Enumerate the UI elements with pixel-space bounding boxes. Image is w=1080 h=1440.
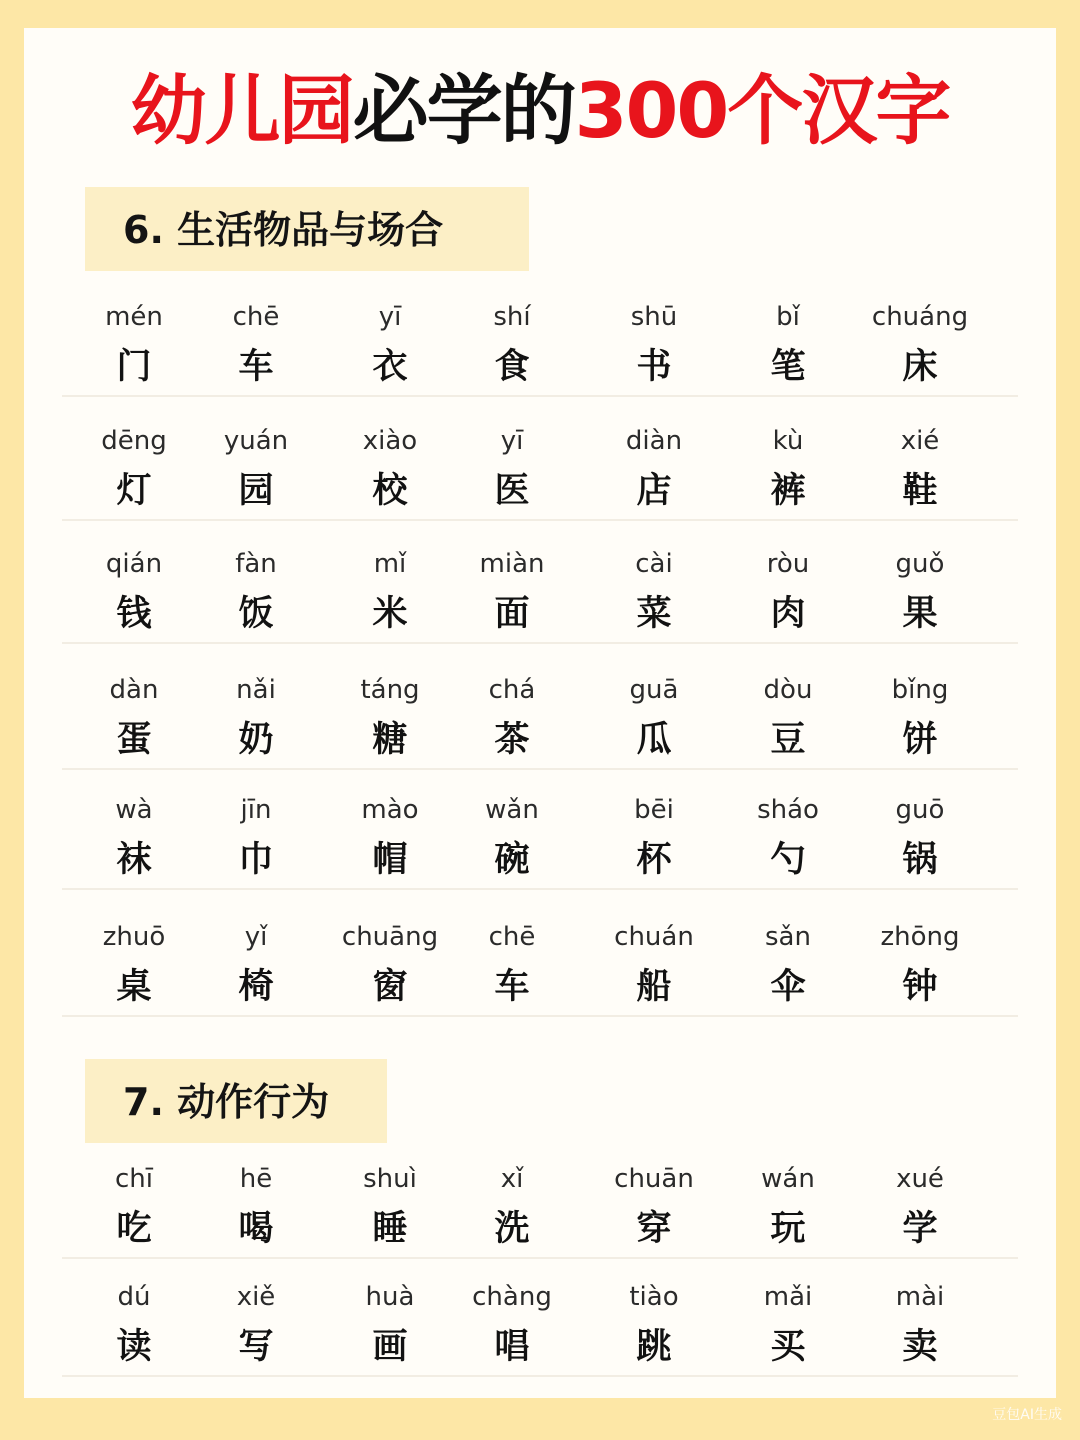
hanzi-char: 饭 — [238, 594, 274, 634]
pinyin-label: yuán — [223, 426, 289, 456]
pinyin-label: shū — [630, 302, 678, 332]
page-title — [24, 66, 1056, 156]
pinyin-label: xǐ — [500, 1164, 524, 1194]
pinyin-label: zhuō — [102, 922, 166, 952]
pinyin-label: chuán — [614, 922, 694, 952]
pinyin-label: shuì — [363, 1164, 417, 1194]
pinyin-label: yǐ — [244, 922, 268, 952]
title-part-3: 300个汉字 — [574, 66, 950, 155]
pinyin-label: bēi — [634, 795, 674, 825]
hanzi-char: 洗 — [494, 1209, 530, 1249]
title-part-2: 必学的 — [352, 66, 575, 155]
pinyin-label: wǎn — [485, 795, 539, 825]
hanzi-char: 门 — [116, 347, 152, 387]
hanzi-char: 帽 — [372, 840, 408, 880]
pinyin-label: shí — [493, 302, 531, 332]
hanzi-char: 车 — [238, 347, 274, 387]
pinyin-label: ròu — [766, 549, 810, 579]
hanzi-char: 吃 — [116, 1209, 152, 1249]
title-part-1: 幼儿园 — [130, 66, 353, 155]
pinyin-label: xué — [896, 1164, 944, 1194]
hanzi-char: 穿 — [636, 1209, 672, 1249]
hanzi-char: 唱 — [494, 1327, 530, 1367]
hanzi-char: 茶 — [494, 720, 530, 760]
hanzi-char: 读 — [116, 1327, 152, 1367]
pinyin-label: yī — [378, 302, 402, 332]
content-card — [24, 28, 1056, 1398]
hanzi-char: 袜 — [116, 840, 152, 880]
pinyin-label: xiào — [362, 426, 418, 456]
hanzi-char: 车 — [494, 967, 530, 1007]
pinyin-label: dàn — [109, 675, 159, 705]
pinyin-label: chàng — [472, 1282, 552, 1312]
hanzi-char: 店 — [636, 471, 672, 511]
pinyin-label: mài — [895, 1282, 945, 1312]
pinyin-label: guā — [629, 675, 679, 705]
pinyin-label: yī — [500, 426, 524, 456]
pinyin-label: chá — [488, 675, 536, 705]
section-heading-7-label: 7. 动作行为 — [123, 1080, 330, 1124]
pinyin-label: mǐ — [373, 549, 407, 579]
pinyin-label: chuáng — [871, 302, 969, 332]
hanzi-char: 果 — [902, 594, 938, 634]
hanzi-char: 园 — [238, 471, 274, 511]
row-divider — [62, 1375, 1018, 1377]
pinyin-label: guǒ — [895, 549, 945, 579]
pinyin-label: hē — [239, 1164, 273, 1194]
ai-watermark: 豆包AI生成 — [992, 1407, 1062, 1423]
hanzi-char: 衣 — [372, 347, 408, 387]
hanzi-char: 画 — [372, 1327, 408, 1367]
section-heading-6-label: 6. 生活物品与场合 — [123, 208, 444, 252]
pinyin-label: xié — [900, 426, 940, 456]
pinyin-label: mén — [105, 302, 163, 332]
hanzi-char: 裤 — [770, 471, 806, 511]
pinyin-label: dēng — [101, 426, 167, 456]
hanzi-char: 校 — [372, 471, 408, 511]
hanzi-char: 面 — [494, 594, 530, 634]
hanzi-char: 饼 — [902, 720, 938, 760]
row-divider — [62, 1257, 1018, 1259]
hanzi-char: 窗 — [372, 967, 408, 1007]
hanzi-char: 医 — [494, 471, 530, 511]
pinyin-label: kù — [772, 426, 804, 456]
hanzi-char: 杯 — [636, 840, 672, 880]
hanzi-char: 碗 — [494, 840, 530, 880]
pinyin-label: cài — [635, 549, 673, 579]
row-divider — [62, 1015, 1018, 1017]
hanzi-char: 豆 — [770, 720, 806, 760]
hanzi-char: 瓜 — [636, 720, 672, 760]
pinyin-label: bǐng — [891, 675, 949, 705]
hanzi-char: 船 — [636, 967, 672, 1007]
pinyin-label: chī — [115, 1164, 153, 1194]
hanzi-char: 喝 — [238, 1209, 274, 1249]
pinyin-label: dú — [117, 1282, 151, 1312]
row-divider — [62, 395, 1018, 397]
hanzi-char: 钟 — [902, 967, 938, 1007]
hanzi-char: 跳 — [636, 1327, 672, 1367]
hanzi-char: 米 — [372, 594, 408, 634]
hanzi-char: 椅 — [238, 967, 274, 1007]
pinyin-label: dòu — [763, 675, 813, 705]
pinyin-label: guō — [895, 795, 945, 825]
pinyin-label: sháo — [757, 795, 819, 825]
pinyin-label: chuān — [614, 1164, 694, 1194]
section-heading-7 — [85, 1059, 387, 1143]
hanzi-char: 钱 — [116, 594, 152, 634]
pinyin-label: chē — [232, 302, 280, 332]
hanzi-char: 学 — [902, 1209, 938, 1249]
hanzi-char: 书 — [636, 347, 672, 387]
pinyin-label: sǎn — [765, 922, 811, 952]
pinyin-label: mǎi — [763, 1282, 813, 1312]
row-divider — [62, 642, 1018, 644]
hanzi-char: 肉 — [770, 594, 806, 634]
hanzi-char: 糖 — [372, 720, 408, 760]
pinyin-label: zhōng — [880, 922, 960, 952]
pinyin-label: bǐ — [776, 302, 800, 332]
pinyin-label: jīn — [240, 795, 272, 825]
section-heading-6 — [85, 187, 529, 271]
pinyin-label: xiě — [236, 1282, 276, 1312]
hanzi-char: 灯 — [116, 471, 152, 511]
hanzi-char: 锅 — [902, 840, 938, 880]
hanzi-char: 床 — [902, 347, 938, 387]
hanzi-char: 桌 — [116, 967, 152, 1007]
hanzi-char: 玩 — [770, 1209, 806, 1249]
hanzi-char: 食 — [494, 347, 530, 387]
pinyin-label: chuāng — [341, 922, 439, 952]
pinyin-label: huà — [365, 1282, 415, 1312]
hanzi-char: 写 — [238, 1327, 274, 1367]
hanzi-char: 笔 — [770, 347, 806, 387]
pinyin-label: qián — [105, 549, 163, 579]
hanzi-char: 睡 — [372, 1209, 408, 1249]
pinyin-label: fàn — [235, 549, 277, 579]
pinyin-label: miàn — [479, 549, 545, 579]
hanzi-char: 巾 — [238, 840, 274, 880]
pinyin-label: diàn — [625, 426, 683, 456]
row-divider — [62, 888, 1018, 890]
row-divider — [62, 519, 1018, 521]
hanzi-char: 鞋 — [902, 471, 938, 511]
hanzi-char: 买 — [770, 1327, 806, 1367]
pinyin-label: táng — [360, 675, 420, 705]
pinyin-label: mào — [361, 795, 419, 825]
hanzi-char: 伞 — [770, 967, 806, 1007]
pinyin-label: chē — [488, 922, 536, 952]
hanzi-char: 勺 — [770, 840, 806, 880]
row-divider — [62, 768, 1018, 770]
pinyin-label: wán — [761, 1164, 815, 1194]
pinyin-label: wà — [115, 795, 153, 825]
hanzi-char: 卖 — [902, 1327, 938, 1367]
pinyin-label: tiào — [629, 1282, 679, 1312]
hanzi-char: 奶 — [238, 720, 274, 760]
hanzi-char: 菜 — [636, 594, 672, 634]
hanzi-char: 蛋 — [116, 720, 152, 760]
pinyin-label: nǎi — [236, 675, 276, 705]
